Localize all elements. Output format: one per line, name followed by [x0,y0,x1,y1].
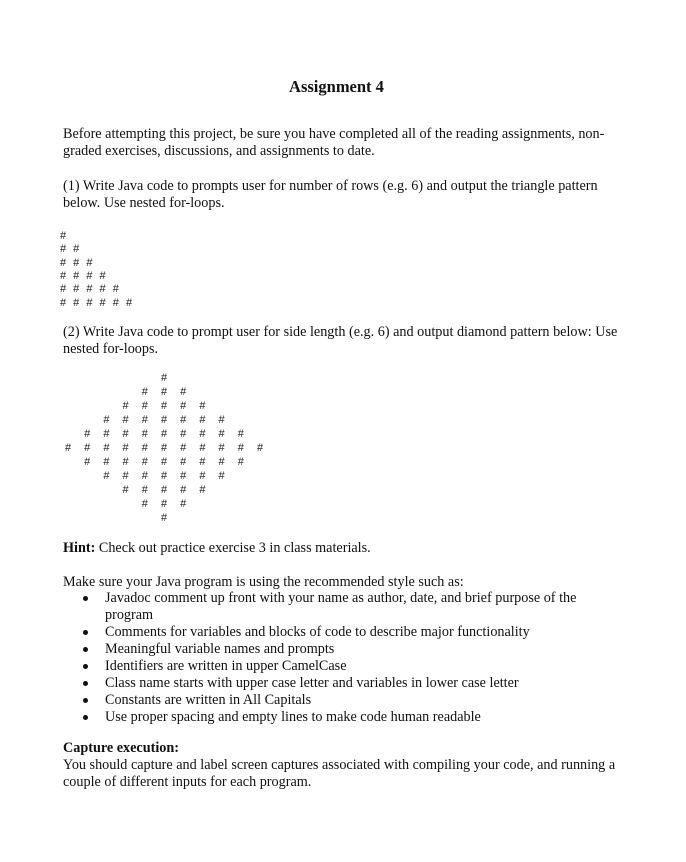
hash-symbol: # [64,442,72,454]
bullet-icon [83,630,88,635]
hash-symbol: # [59,283,67,296]
hash-symbol: # [141,414,148,426]
hash-symbol: # [59,256,67,269]
hint-text: Check out practice exercise 3 in class materials. [95,540,371,556]
hash-symbol: # [180,484,187,496]
hash-symbol: # [160,470,168,482]
hash-symbol: # [160,400,168,412]
bullet-icon [83,664,88,669]
question-2-text: (2) Write Java code to prompt user for side length (e.g. 6) and output diamond pattern below: Use nested for-loops. [63,324,618,357]
hash-symbol: # [218,428,225,440]
hash-symbol: # [141,484,148,496]
hash-symbol: # [73,243,80,256]
bullet-icon [83,698,88,703]
hash-symbol: # [86,296,93,309]
hash-symbol: # [218,470,225,482]
bullet-icon [83,681,88,686]
hash-symbol: # [160,456,168,468]
hash-symbol: # [199,400,206,412]
hash-symbol: # [160,386,168,398]
hash-symbol: # [141,498,148,510]
hash-symbol: # [199,484,206,496]
hash-symbol: # [160,498,168,510]
hash-symbol: # [141,400,148,412]
hash-symbol: # [237,442,244,454]
hash-symbol: # [180,498,187,510]
hash-symbol: # [218,414,225,426]
style-list-item: Use proper spacing and empty lines to make code human readable [63,709,643,726]
hash-symbol: # [112,283,119,296]
hash-symbol: # [218,442,225,454]
hash-symbol: # [103,456,110,468]
hash-symbol: # [122,456,129,468]
bullet-icon [83,647,88,652]
hash-symbol: # [160,442,168,454]
hash-symbol: # [180,456,187,468]
style-list-item: Constants are written in All Capitals [63,692,643,709]
hash-symbol: # [237,428,244,440]
style-list-item: Class name starts with upper case letter and variables in lower case letter [63,675,643,692]
hash-symbol: # [141,386,148,398]
hash-symbol: # [59,230,67,242]
hash-symbol: # [59,296,67,309]
hash-symbol: # [199,470,206,482]
hash-symbol: # [160,512,168,524]
question-1-text: (1) Write Java code to prompts user for number of rows (e.g. 6) and output the triangle pattern below. Use nested for-loops. [63,178,598,211]
capture-heading: Capture execution: [63,740,179,756]
hash-symbol: # [84,428,91,440]
hash-symbol: # [141,456,148,468]
hash-symbol: # [180,442,187,454]
bullet-icon [83,715,88,720]
hash-symbol: # [84,456,91,468]
hash-symbol: # [180,414,187,426]
hash-symbol: # [99,296,106,309]
hash-symbol: # [180,400,187,412]
hash-symbol: # [125,296,133,309]
hash-symbol: # [73,283,80,296]
style-intro: Make sure your Java program is using the recommended style such as: [63,574,464,590]
page-title: Assignment 4 [289,77,384,96]
hash-symbol: # [59,243,67,256]
hash-symbol: # [103,442,110,454]
hash-symbol: # [199,442,206,454]
hash-symbol: # [103,470,110,482]
hash-symbol: # [141,470,148,482]
hash-symbol: # [73,269,80,282]
hash-symbol: # [160,484,168,496]
hash-symbol: # [99,283,106,296]
hash-symbol: # [122,414,129,426]
hash-symbol: # [99,269,106,282]
hash-symbol: # [141,442,148,454]
hash-symbol: # [180,386,187,398]
hash-symbol: # [86,283,93,296]
hint-paragraph [63,540,623,557]
hash-symbol: # [73,256,80,269]
hash-symbol: # [86,256,93,269]
hash-symbol: # [199,414,206,426]
style-list-item: Javadoc comment up front with your name as author, date, and brief purpose of the program [63,590,643,624]
hash-symbol: # [141,428,148,440]
hash-symbol: # [237,456,244,468]
intro-paragraph: Before attempting this project, be sure you have completed all of the reading assignments, non-graded exercises, discussions, and assignments to date. [63,126,605,159]
hash-symbol: # [160,414,168,426]
style-list-item: Meaningful variable names and prompts [63,641,643,658]
hash-symbol: # [199,456,206,468]
hash-symbol: # [103,414,110,426]
hash-symbol: # [180,428,187,440]
hash-symbol: # [160,372,168,384]
hint-label: Hint: [63,540,96,556]
style-list-item: Comments for variables and blocks of code to describe major functionality [63,624,643,641]
capture-text: You should capture and label screen captures associated with compiling your code, and running a couple of different inputs for each program. [63,757,616,790]
hash-symbol: # [103,428,110,440]
hash-symbol: # [122,442,129,454]
hash-symbol: # [160,428,168,440]
hash-symbol: # [122,400,129,412]
hash-symbol: # [122,470,129,482]
hash-symbol: # [122,484,129,496]
hash-symbol: # [122,428,129,440]
hash-symbol: # [256,442,264,454]
hash-symbol: # [84,442,91,454]
hash-symbol: # [218,456,225,468]
bullet-icon [83,596,88,601]
hash-symbol: # [86,269,93,282]
hash-symbol: # [180,470,187,482]
hash-symbol: # [59,269,67,282]
hash-symbol: # [73,296,80,309]
hash-symbol: # [199,428,206,440]
style-list-item: Identifiers are written in upper CamelCase [63,658,643,675]
hash-symbol: # [112,296,119,309]
style-list [63,590,643,726]
